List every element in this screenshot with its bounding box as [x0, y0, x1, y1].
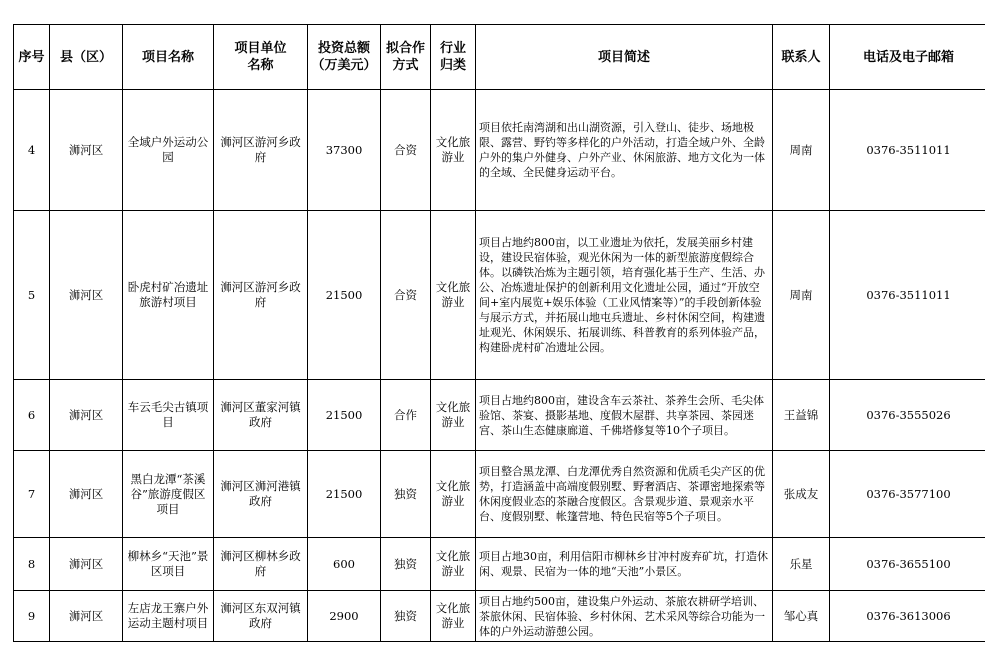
cell-county: 浉河区: [50, 591, 123, 642]
cell-county: 浉河区: [50, 90, 123, 211]
cell-county: 浉河区: [50, 211, 123, 380]
cell-seq: 8: [14, 538, 50, 591]
table-row: [14, 591, 985, 642]
cell-invest: 21500: [308, 380, 381, 451]
cell-coop: 合资: [381, 90, 431, 211]
cell-desc: 项目整合黑龙潭、白龙潭优秀自然资源和优质毛尖产区的优势，打造涵盖中高端度假别墅、野奢酒店、茶谭密地探索等休闲度假业态的茶融合度假区。含景观步道、景观亲水平台、度假别墅、帐篷营地、特色民宿等5个子项目。: [476, 451, 773, 538]
cell-contact: 周南: [773, 211, 830, 380]
cell-desc: 项目占地约800亩，建设含车云茶社、茶养生会所、毛尖体验馆、茶宴、摄影基地、度假木屋群、共享茶园、茶园迷宫、茶山生态健康廊道、千佛塔修复等10个子项目。: [476, 380, 773, 451]
cell-seq: 5: [14, 211, 50, 380]
header-invest: [308, 25, 381, 90]
cell-seq: 4: [14, 90, 50, 211]
cell-coop: 独资: [381, 591, 431, 642]
cell-seq: 6: [14, 380, 50, 451]
table-row: [14, 380, 985, 451]
header-invest-l1: 投资总额: [317, 41, 370, 56]
header-desc: 项目简述: [476, 25, 773, 90]
cell-contact: 周南: [773, 90, 830, 211]
cell-coop: 合作: [381, 380, 431, 451]
cell-coop: 合资: [381, 211, 431, 380]
header-ind-l1: 行业: [439, 41, 466, 56]
cell-name: 柳林乡“天池”景区项目: [123, 538, 214, 591]
table-row: [14, 538, 985, 591]
header-unit-l2: 名称: [247, 58, 274, 73]
cell-coop: 独资: [381, 451, 431, 538]
cell-invest: 37300: [308, 90, 381, 211]
cell-county: 浉河区: [50, 380, 123, 451]
cell-phone: 0376-3511011: [830, 211, 985, 380]
cell-industry: 文化旅游业: [431, 90, 476, 211]
header-seq: 序号: [14, 25, 50, 90]
cell-industry: 文化旅游业: [431, 451, 476, 538]
cell-name: 全域户外运动公园: [123, 90, 214, 211]
cell-seq: 7: [14, 451, 50, 538]
header-name: 项目名称: [123, 25, 214, 90]
cell-desc: 项目占地约500亩，建设集户外运动、茶旅农耕研学培训、茶旅休闲、民宿体验、乡村休闲、艺术采风等综合功能为一体的户外运动游憩公园。: [476, 591, 773, 642]
header-industry: [431, 25, 476, 90]
cell-unit: 浉河区柳林乡政府: [214, 538, 308, 591]
cell-coop: 独资: [381, 538, 431, 591]
header-coop-l1: 拟合作: [385, 41, 425, 56]
table-row: [14, 451, 985, 538]
cell-seq: 9: [14, 591, 50, 642]
cell-phone: 0376-3655100: [830, 538, 985, 591]
cell-phone: 0376-3613006: [830, 591, 985, 642]
cell-unit: 浉河区东双河镇政府: [214, 591, 308, 642]
cell-name: 车云毛尖古镇项目: [123, 380, 214, 451]
cell-phone: 0376-3577100: [830, 451, 985, 538]
cell-unit: 浉河区游河乡政府: [214, 211, 308, 380]
cell-contact: 王益锦: [773, 380, 830, 451]
cell-name: 左店龙王寨户外运动主题村项目: [123, 591, 214, 642]
cell-unit: 浉河区游河乡政府: [214, 90, 308, 211]
header-unit: [214, 25, 308, 90]
cell-invest: 21500: [308, 451, 381, 538]
cell-desc: 项目占地约800亩，以工业遗址为依托，发展美丽乡村建设，建设民宿体验，观光休闲为一体的新型旅游度假综合体。以磷铁冶炼为主题引领，培育强化基于生产、生活、办公、冶炼遗址保护的创新利用文化遗址公园，通过“开放空间+室内展览+娱乐体验（工业风情案等）”的手段创新体验与展示方式，并拓展山地屯兵遗址、乡村休闲空间，构建遗址观光、休闲娱乐、拓展训练、科普教育的系列体验产品，构建卧虎村矿冶遗址公园。: [476, 211, 773, 380]
cell-phone: 0376-3511011: [830, 90, 985, 211]
header-contact: 联系人: [773, 25, 830, 90]
cell-invest: 2900: [308, 591, 381, 642]
cell-unit: 浉河区董家河镇政府: [214, 380, 308, 451]
header-row: [14, 25, 985, 90]
cell-contact: 张成友: [773, 451, 830, 538]
cell-desc: 项目依托南湾湖和出山湖资源，引入登山、徒步、场地极限、露营、野钓等多样化的户外活动，打造全域户外、全龄户外的集户外健身、户外产业、休闲旅游、地方文化为一体的全域、全民健身运动平台。: [476, 90, 773, 211]
cell-contact: 邹心真: [773, 591, 830, 642]
header-coop-l2: 方式: [392, 58, 419, 73]
header-county: 县（区）: [50, 25, 123, 90]
cell-industry: 文化旅游业: [431, 591, 476, 642]
cell-contact: 乐星: [773, 538, 830, 591]
table-row: [14, 90, 985, 211]
cell-invest: 21500: [308, 211, 381, 380]
header-phone: 电话及电子邮箱: [830, 25, 985, 90]
cell-name: 黑白龙潭“茶溪谷”旅游度假区项目: [123, 451, 214, 538]
cell-invest: 600: [308, 538, 381, 591]
cell-phone: 0376-3555026: [830, 380, 985, 451]
header-unit-l1: 项目单位: [234, 41, 287, 56]
cell-name: 卧虎村矿冶遗址旅游村项目: [123, 211, 214, 380]
cell-industry: 文化旅游业: [431, 211, 476, 380]
project-table: [13, 24, 985, 642]
header-invest-l2: （万美元）: [311, 58, 377, 73]
cell-industry: 文化旅游业: [431, 538, 476, 591]
cell-county: 浉河区: [50, 451, 123, 538]
cell-desc: 项目占地30亩，利用信阳市柳林乡甘冲村废弃矿坑，打造休闲、观景、民宿为一体的地“天池”小景区。: [476, 538, 773, 591]
table-row: [14, 211, 985, 380]
cell-industry: 文化旅游业: [431, 380, 476, 451]
cell-county: 浉河区: [50, 538, 123, 591]
header-ind-l2: 归类: [439, 58, 466, 73]
cell-unit: 浉河区浉河港镇政府: [214, 451, 308, 538]
header-coop: [381, 25, 431, 90]
